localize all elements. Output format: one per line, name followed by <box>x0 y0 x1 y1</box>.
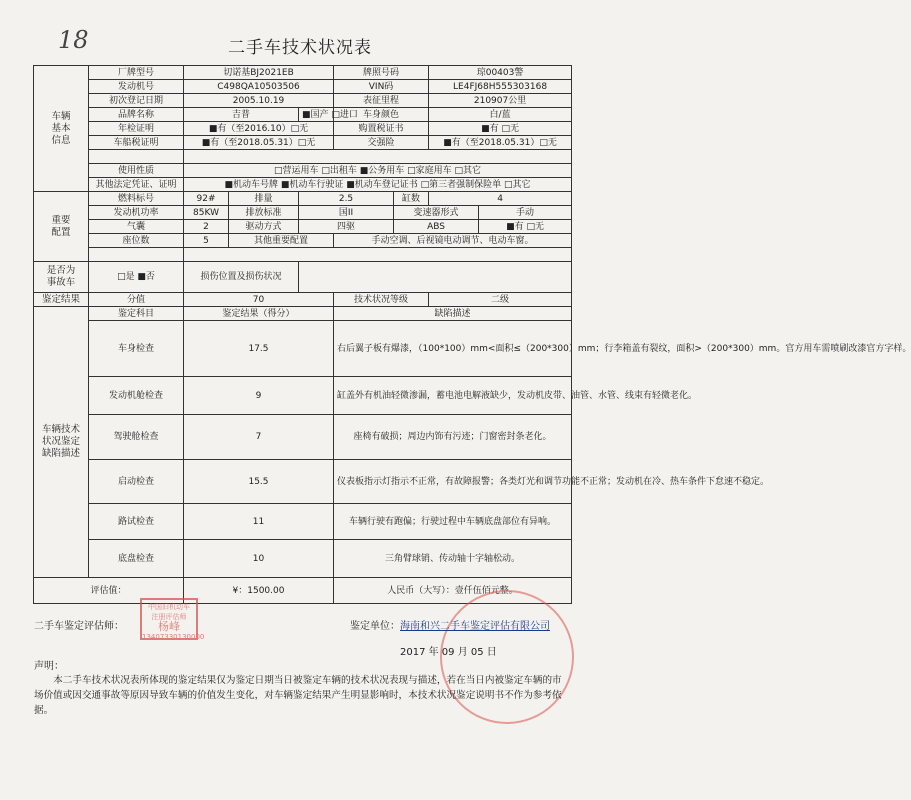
section-basic-info: 车辆 基本 信息 <box>34 66 89 192</box>
label-tax-cert: 购置税证书 <box>334 122 429 136</box>
value-grade: 二级 <box>429 293 572 307</box>
value-valuation: ¥：1500.00 <box>184 578 334 604</box>
label-mileage: 表征里程 <box>334 94 429 108</box>
defect-subject-body: 车身检查 <box>89 321 184 377</box>
defect-score-start: 15.5 <box>184 460 334 504</box>
defect-subject-chassis: 底盘检查 <box>89 540 184 578</box>
value-usage: □营运用车 □出租车 ■公务用车 □家庭用车 □其它 <box>184 164 572 178</box>
value-displacement: 2.5 <box>299 192 394 206</box>
value-engine: C498QA10503506 <box>184 80 334 94</box>
col-score: 鉴定结果（得分） <box>184 307 334 321</box>
value-mileage: 210907公里 <box>429 94 572 108</box>
label-grade: 技术状况等级 <box>334 293 429 307</box>
unit-name: 海南和兴二手车鉴定评估有限公司 <box>400 621 550 632</box>
defect-desc-road: 车辆行驶有跑偏；行驶过程中车辆底盘部位有异响。 <box>334 504 572 540</box>
unit-label: 鉴定单位： <box>350 621 400 632</box>
label-model: 厂牌型号 <box>89 66 184 80</box>
declaration-text: 本二手车技术状况表所体现的鉴定结果仅为鉴定日期当日被鉴定车辆的技术状况表现与描述，若在当日内被鉴定车辆的市场价值或因交通事故等原因导致车辆的价值发生变化，对车辆鉴定结果产生明显影响时，本技术状况鉴定说明书不作为参考依据。 <box>34 675 562 716</box>
defect-desc-cabin: 座椅有破损；周边内饰有污迹；门窗密封条老化。 <box>334 415 572 460</box>
col-desc: 缺陷描述 <box>334 307 572 321</box>
label-inspection: 年检证明 <box>89 122 184 136</box>
label-fuel: 燃料标号 <box>89 192 184 206</box>
label-vessel-tax: 车船税证明 <box>89 136 184 150</box>
label-other-docs: 其他法定凭证、证明 <box>89 178 184 192</box>
defect-score-chassis: 10 <box>184 540 334 578</box>
defect-subject-road: 路试检查 <box>89 504 184 540</box>
defect-score-body: 17.5 <box>184 321 334 377</box>
label-gearbox: 变速器形式 <box>394 206 479 220</box>
value-gearbox: 手动 <box>479 206 572 220</box>
value-score: 70 <box>184 293 334 307</box>
value-airbag: 2 <box>184 220 229 234</box>
defect-desc-start: 仪表板指示灯指示不正常，有故障报警；各类灯光和调节功能不正常；发动机在冷、热车条件下怠速不稳定。 <box>334 460 572 504</box>
value-insurance: ■有（至2018.05.31）□无 <box>429 136 572 150</box>
seal-id: 13407330130000 <box>142 633 205 641</box>
label-cylinders: 缸数 <box>394 192 429 206</box>
label-result: 鉴定结果 <box>34 293 89 307</box>
value-valuation-upper: 壹仟伍佰元整。 <box>454 585 518 596</box>
value-inspection: ■有（至2016.10）□无 <box>184 122 334 136</box>
config-spacer <box>89 248 184 262</box>
defect-score-cabin: 7 <box>184 415 334 460</box>
seal-line1: 中国旧机动车 <box>148 603 190 611</box>
value-brand-origin: ■国产 □进口 <box>299 108 334 122</box>
appraiser-seal <box>140 598 205 641</box>
config-spacer-value <box>184 248 572 262</box>
defect-score-engine: 9 <box>184 377 334 415</box>
defect-desc-engine: 缸盖外有机油轻微渗漏，蓄电池电解液缺少，发动机皮带、油管、水管、线束有轻微老化。 <box>334 377 572 415</box>
condition-table <box>33 65 911 604</box>
row-spacer <box>89 150 184 164</box>
page-title: 二手车技术状况表 <box>228 38 372 58</box>
label-abs: ABS <box>394 220 479 234</box>
label-plate: 牌照号码 <box>334 66 429 80</box>
label-score: 分值 <box>89 293 184 307</box>
value-reg-date: 2005.10.19 <box>184 94 334 108</box>
label-insurance: 交强险 <box>334 136 429 150</box>
label-accident: 是否为 事故车 <box>34 262 89 293</box>
seal-name: 杨峰 <box>158 620 180 633</box>
value-abs: ■有 □无 <box>479 220 572 234</box>
appraisal-unit <box>350 617 550 632</box>
seal-line2: 注册评估师 <box>151 613 187 621</box>
label-valuation: 评估值： <box>34 578 184 604</box>
value-drive: 四驱 <box>299 220 394 234</box>
label-other-config: 其他重要配置 <box>229 234 334 248</box>
defect-desc-body: 右后翼子板有爆漆，（100*100）mm<面积≤（200*300）mm；行李箱盖有裂纹，面积>（200*300）mm。官方用车需喷刷改漆官方字样。 <box>334 321 572 377</box>
appraisal-date: 2017 年 09 月 05 日 <box>400 647 497 658</box>
defect-score-road: 11 <box>184 504 334 540</box>
value-vin: LE4FJ68H555303168 <box>429 80 572 94</box>
value-accident: □是 ■否 <box>89 262 184 293</box>
label-brand: 品牌名称 <box>89 108 184 122</box>
label-valuation-upper: 人民币（大写）： <box>387 585 455 596</box>
label-color: 车身颜色 <box>334 108 429 122</box>
label-displacement: 排量 <box>229 192 299 206</box>
label-vin: VIN码 <box>334 80 429 94</box>
value-other-config: 手动空调、后视镜电动调节、电动车窗。 <box>334 234 572 248</box>
handwritten-number: 18 <box>58 26 89 54</box>
label-emission: 排放标准 <box>229 206 299 220</box>
value-model: 切诺基BJ2021EB <box>184 66 334 80</box>
value-emission: 国II <box>299 206 394 220</box>
value-tax-cert: ■有 □无 <box>429 122 572 136</box>
section-defects: 车辆技术 状况鉴定 缺陷描述 <box>34 307 89 578</box>
value-vessel-tax: ■有（至2018.05.31）□无 <box>184 136 334 150</box>
value-brand: 吉普 <box>184 108 299 122</box>
label-usage: 使用性质 <box>89 164 184 178</box>
label-seats: 座位数 <box>89 234 184 248</box>
col-subject: 鉴定科目 <box>89 307 184 321</box>
value-fuel: 92# <box>184 192 229 206</box>
defect-subject-engine: 发动机舱检查 <box>89 377 184 415</box>
value-color: 白/蓝 <box>429 108 572 122</box>
value-damage <box>299 262 572 293</box>
appraiser-label: 二手车鉴定评估师： <box>34 621 124 632</box>
value-plate: 琼00403警 <box>429 66 572 80</box>
value-other-docs: ■机动车号牌 ■机动车行驶证 ■机动车登记证书 □第三者强制保险单 □其它 <box>184 178 572 192</box>
label-damage: 损伤位置及损伤状况 <box>184 262 299 293</box>
defect-desc-chassis: 三角臂球销、传动轴十字轴松动。 <box>334 540 572 578</box>
defect-subject-start: 启动检查 <box>89 460 184 504</box>
label-reg-date: 初次登记日期 <box>89 94 184 108</box>
defect-subject-cabin: 驾驶舱检查 <box>89 415 184 460</box>
section-config: 重要 配置 <box>34 192 89 262</box>
value-seats: 5 <box>184 234 229 248</box>
row-spacer-value <box>184 150 572 164</box>
value-power: 85KW <box>184 206 229 220</box>
label-engine: 发动机号 <box>89 80 184 94</box>
value-cylinders: 4 <box>429 192 572 206</box>
declaration-heading: 声明： <box>34 661 64 672</box>
label-airbag: 气囊 <box>89 220 184 234</box>
label-drive: 驱动方式 <box>229 220 299 234</box>
label-power: 发动机功率 <box>89 206 184 220</box>
